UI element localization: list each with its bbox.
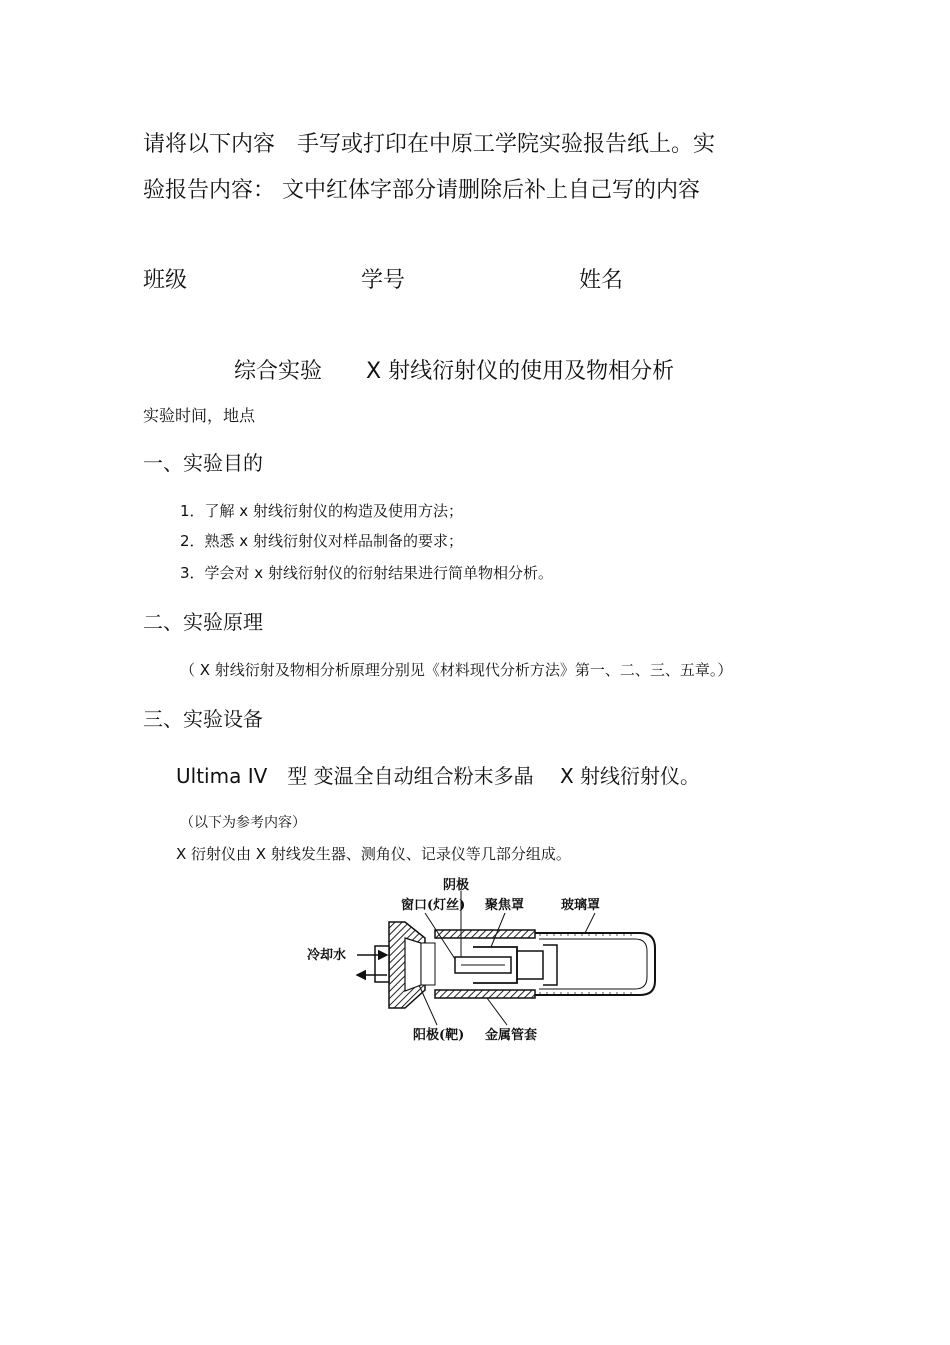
equipment-description: X 衍射仪由 X 射线发生器、测角仪、记录仪等几部分组成。 bbox=[176, 845, 571, 863]
instruction-line-2: 验报告内容： 文中红体字部分请删除后补上自己写的内容 bbox=[143, 178, 700, 203]
metal-sleeve-top-wall bbox=[435, 930, 535, 938]
electrode-stem bbox=[517, 951, 543, 979]
objective-item-3: 3．学会对 x 射线衍射仪的衍射结果进行简单物相分析。 bbox=[180, 564, 553, 582]
instruction-line-1: 请将以下内容 手写或打印在中原工学院实验报告纸上。实 bbox=[143, 132, 716, 157]
objective-heading: 一、实验目的 bbox=[143, 451, 263, 475]
equipment-heading: 三、实验设备 bbox=[143, 707, 263, 731]
document-title: 综合实验 X 射线衍射仪的使用及物相分析 bbox=[234, 359, 675, 384]
glass-cover-inner bbox=[539, 939, 647, 989]
objective-item-2: 2．熟悉 x 射线衍射仪对样品制备的要求； bbox=[180, 532, 463, 550]
time-place-label: 实验时间，地点 bbox=[143, 406, 256, 425]
label-cathode: 阴极 bbox=[443, 878, 470, 893]
principle-heading: 二、实验原理 bbox=[143, 610, 263, 634]
label-cooling-water: 冷却水 bbox=[307, 948, 347, 963]
metal-sleeve-bottom-wall bbox=[435, 990, 535, 998]
label-anode-target: 阳极(靶) bbox=[413, 1028, 465, 1043]
label-glass-cover: 玻璃罩 bbox=[561, 898, 601, 913]
student-id-label: 学号 bbox=[361, 268, 406, 293]
label-focus-cover: 聚焦罩 bbox=[485, 898, 525, 913]
class-label: 班级 bbox=[143, 268, 188, 293]
reference-note: （以下为参考内容） bbox=[180, 815, 306, 831]
label-window-filament: 窗口(灯丝) bbox=[401, 898, 466, 913]
principle-text: （ X 射线衍射及物相分析原理分别见《材料现代分析方法》第一、二、三、五章。） bbox=[180, 661, 733, 679]
xray-tube-diagram bbox=[295, 873, 680, 1058]
cooling-channel bbox=[375, 946, 389, 982]
equipment-model: Ultima IV 型 变温全自动组合粉末多晶 X 射线衍射仪。 bbox=[176, 764, 701, 788]
student-name-label: 姓名 bbox=[579, 268, 624, 293]
objective-item-1: 1．了解 x 射线衍射仪的构造及使用方法； bbox=[180, 502, 463, 520]
label-metal-sleeve: 金属管套 bbox=[485, 1028, 538, 1043]
